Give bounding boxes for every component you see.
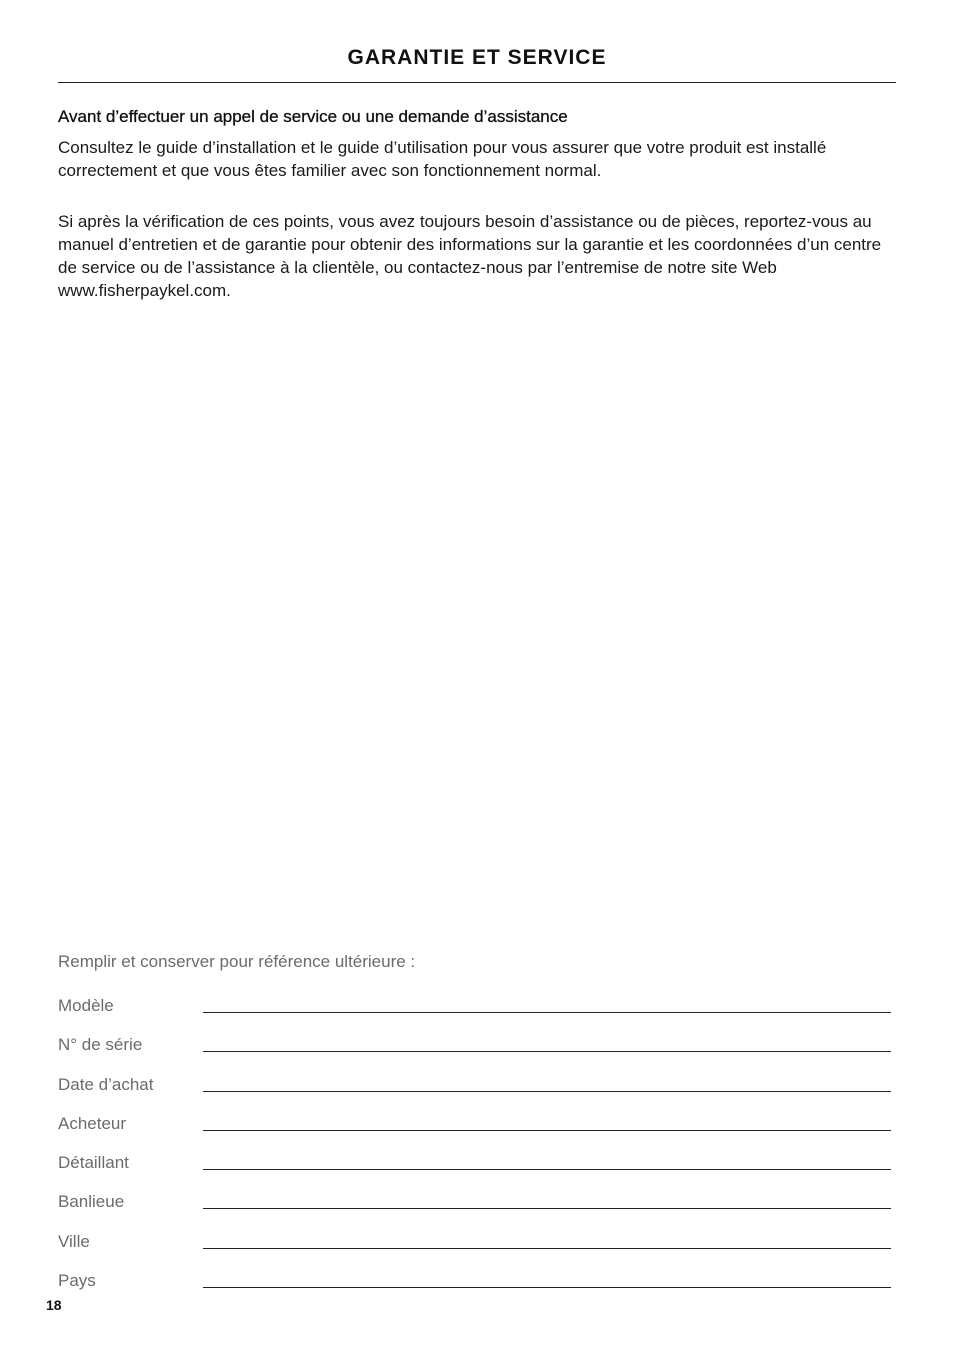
form-label: Modèle bbox=[58, 996, 114, 1015]
purchase-date-fill-line[interactable] bbox=[203, 1091, 891, 1092]
form-intro: Remplir et conserver pour référence ultérieure : bbox=[58, 952, 416, 971]
suburb-fill-line[interactable] bbox=[203, 1208, 891, 1209]
country-fill-line[interactable] bbox=[203, 1287, 891, 1288]
model-fill-line[interactable] bbox=[203, 1012, 891, 1013]
section-heading: Avant d’effectuer un appel de service ou une demande d’assistance bbox=[58, 107, 568, 126]
form-row-purchase-date bbox=[58, 1071, 891, 1110]
retailer-fill-line[interactable] bbox=[203, 1169, 891, 1170]
form-row-serial bbox=[58, 1031, 891, 1070]
form-row-city bbox=[58, 1228, 891, 1267]
form-label: Date d’achat bbox=[58, 1074, 154, 1094]
city-fill-line[interactable] bbox=[203, 1248, 891, 1249]
title-divider bbox=[58, 82, 896, 83]
form-row-buyer bbox=[58, 1110, 891, 1149]
form-row-model bbox=[58, 992, 891, 1031]
form-row-retailer bbox=[58, 1149, 891, 1188]
form-row-suburb bbox=[58, 1188, 891, 1227]
assistance-paragraph: Si après la vérification de ces points, vous avez toujours besoin d’assistance ou de pièces, reportez-vous au manuel d’entretien et de garantie pour obtenir des informations sur la garantie et les coordonnées d’un centre de service ou de l’assistance à la clientèle, ou contactez-nous par l’entremise de notre site Web www.fisherpaykel.com. bbox=[58, 212, 882, 300]
form-label: Détaillant bbox=[58, 1153, 129, 1173]
page-number: 18 bbox=[46, 1297, 62, 1313]
form-label: N° de série bbox=[58, 1035, 143, 1055]
form-label: Ville bbox=[58, 1231, 90, 1251]
intro-paragraph: Consultez le guide d’installation et le guide d’utilisation pour vous assurer que votre produit est installé correctement et que vous êtes familier avec son fonctionnement normal. bbox=[58, 138, 827, 180]
page-title: GARANTIE ET SERVICE bbox=[347, 46, 607, 69]
form-label: Acheteur bbox=[58, 1113, 127, 1133]
buyer-fill-line[interactable] bbox=[203, 1130, 891, 1131]
record-form bbox=[58, 992, 891, 1306]
form-row-country bbox=[58, 1267, 891, 1306]
form-label: Banlieue bbox=[58, 1192, 125, 1212]
form-label: Pays bbox=[58, 1271, 96, 1291]
serial-fill-line[interactable] bbox=[203, 1051, 891, 1052]
